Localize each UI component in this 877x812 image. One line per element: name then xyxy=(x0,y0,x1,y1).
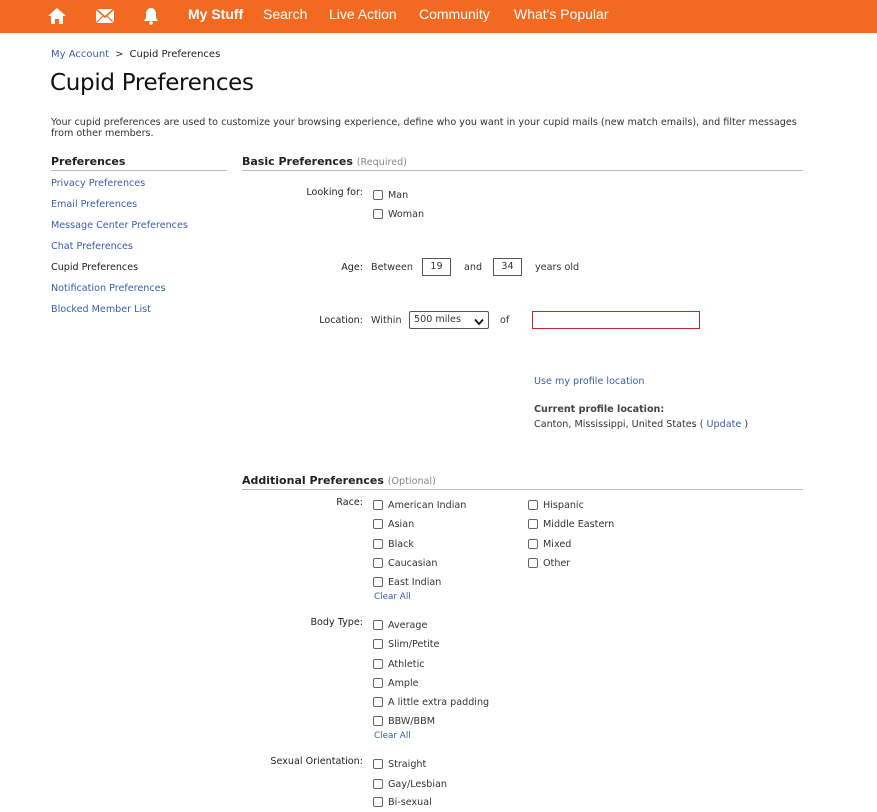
age-suffix-text: years old xyxy=(535,262,580,273)
checkbox[interactable] xyxy=(528,539,538,549)
breadcrumb-separator: > xyxy=(115,49,124,60)
current-location-line xyxy=(534,419,748,430)
checkbox[interactable] xyxy=(373,678,383,688)
race-option[interactable] xyxy=(528,498,584,512)
race-option[interactable] xyxy=(373,517,414,531)
sidebar-item-notification[interactable]: Notification Preferences xyxy=(51,283,166,294)
update-location-link[interactable]: Update xyxy=(706,419,742,430)
sidebar-item-cupid[interactable]: Cupid Preferences xyxy=(51,262,139,273)
race-option[interactable] xyxy=(528,517,614,531)
checkbox-label: BBW/BBM xyxy=(388,715,435,727)
checkbox[interactable] xyxy=(373,697,383,707)
body-type-option[interactable] xyxy=(373,714,435,728)
looking-for-man[interactable] xyxy=(373,188,408,202)
checkbox[interactable] xyxy=(373,797,383,807)
body-type-option[interactable] xyxy=(373,676,419,690)
use-profile-location-link[interactable]: Use my profile location xyxy=(534,376,645,387)
checkbox-label: Other xyxy=(543,557,571,569)
distance-select[interactable] xyxy=(409,311,489,329)
additional-heading-note: (Optional) xyxy=(387,476,436,487)
checkbox-label: Straight xyxy=(388,758,427,770)
orientation-option[interactable] xyxy=(373,777,447,791)
checkbox[interactable] xyxy=(373,190,383,200)
checkbox[interactable] xyxy=(373,620,383,630)
checkbox-label: Slim/Petite xyxy=(388,638,440,650)
preferences-sidebar xyxy=(51,155,227,324)
close-paren: ) xyxy=(744,419,749,430)
additional-heading-text: Additional Preferences xyxy=(242,474,384,487)
checkbox[interactable] xyxy=(373,519,383,529)
looking-for-woman[interactable] xyxy=(373,207,424,221)
top-nav-bar xyxy=(0,0,877,33)
age-label: Age: xyxy=(341,262,363,273)
checkbox[interactable] xyxy=(373,639,383,649)
checkbox[interactable] xyxy=(373,209,383,219)
checkbox-label: Gay/Lesbian xyxy=(388,778,448,790)
body-type-option[interactable] xyxy=(373,637,439,651)
current-location-value: Canton, Mississippi, United States ( xyxy=(534,419,704,430)
location-of-text: of xyxy=(500,315,510,326)
orientation-option[interactable] xyxy=(373,795,432,809)
page-title: Cupid Preferences xyxy=(50,70,254,96)
page-intro: Your cupid preferences are used to customize your browsing experience, define who you want in your cupid mails (new match emails), and filter messages from other members. xyxy=(51,117,797,139)
checkbox[interactable] xyxy=(373,659,383,669)
checkbox[interactable] xyxy=(373,558,383,568)
breadcrumb-current: Cupid Preferences xyxy=(129,49,221,60)
race-option[interactable] xyxy=(373,575,441,589)
checkbox[interactable] xyxy=(528,519,538,529)
race-option[interactable] xyxy=(373,498,466,512)
nav-live-action[interactable]: Live Action xyxy=(329,6,397,22)
checkbox-label: Average xyxy=(388,619,428,631)
location-label: Location: xyxy=(319,315,363,326)
age-max-input[interactable]: 34 xyxy=(493,258,522,276)
sidebar-item-privacy[interactable]: Privacy Preferences xyxy=(51,178,146,189)
sidebar-item-blocked-members[interactable]: Blocked Member List xyxy=(51,304,151,315)
current-location-label: Current profile location: xyxy=(534,404,665,415)
body-type-option[interactable] xyxy=(373,657,425,671)
checkbox-label: American Indian xyxy=(388,499,467,511)
checkbox-label: Black xyxy=(388,538,414,550)
chevron-down-icon xyxy=(474,316,484,332)
checkbox[interactable] xyxy=(373,779,383,789)
basic-preferences-heading xyxy=(242,155,803,171)
race-option[interactable] xyxy=(373,537,414,551)
checkbox-label: Caucasian xyxy=(388,557,438,569)
checkbox-label: Asian xyxy=(388,518,415,530)
checkbox[interactable] xyxy=(528,558,538,568)
location-within-text: Within xyxy=(371,315,402,326)
basic-heading-text: Basic Preferences xyxy=(242,155,353,168)
nav-community[interactable]: Community xyxy=(419,6,490,22)
nav-whats-popular[interactable]: What's Popular xyxy=(514,6,609,22)
nav-search[interactable]: Search xyxy=(263,6,308,22)
breadcrumb xyxy=(51,49,220,60)
checkbox-label: A little extra padding xyxy=(388,696,490,708)
checkbox[interactable] xyxy=(373,716,383,726)
race-option[interactable] xyxy=(528,537,571,551)
checkbox[interactable] xyxy=(528,500,538,510)
body-type-option[interactable] xyxy=(373,618,427,632)
sidebar-item-message-center[interactable]: Message Center Preferences xyxy=(51,220,188,231)
race-label: Race: xyxy=(336,497,363,508)
breadcrumb-my-account[interactable]: My Account xyxy=(51,49,110,60)
sidebar-heading: Preferences xyxy=(51,155,227,171)
additional-preferences-heading xyxy=(242,474,803,490)
body-type-label: Body Type: xyxy=(310,617,363,628)
checkbox[interactable] xyxy=(373,500,383,510)
race-option[interactable] xyxy=(528,556,570,570)
checkbox-label: East Indian xyxy=(388,576,442,588)
distance-select-value: 500 miles xyxy=(414,314,461,325)
checkbox-label: Man xyxy=(388,189,409,201)
checkbox-label: Mixed xyxy=(543,538,572,550)
checkbox[interactable] xyxy=(373,539,383,549)
mail-icon[interactable] xyxy=(95,8,115,26)
checkbox-label: Hispanic xyxy=(543,499,584,511)
body-type-clear-all-link[interactable]: Clear All xyxy=(374,731,411,741)
checkbox-label: Ample xyxy=(388,677,419,689)
checkbox[interactable] xyxy=(373,759,383,769)
race-option[interactable] xyxy=(373,556,437,570)
home-icon[interactable] xyxy=(47,7,67,25)
orientation-option[interactable] xyxy=(373,757,426,771)
body-type-option[interactable] xyxy=(373,695,489,709)
nav-my-stuff[interactable]: My Stuff xyxy=(188,6,244,22)
age-and-text: and xyxy=(464,262,483,273)
sexual-orientation-label: Sexual Orientation: xyxy=(270,756,363,767)
checkbox[interactable] xyxy=(373,577,383,587)
checkbox-label: Woman xyxy=(388,208,425,220)
checkbox-label: Bi-sexual xyxy=(388,796,432,808)
age-min-input[interactable]: 19 xyxy=(422,258,451,276)
sidebar-item-email[interactable]: Email Preferences xyxy=(51,199,138,210)
location-input[interactable] xyxy=(532,311,700,329)
checkbox-label: Middle Eastern xyxy=(543,518,615,530)
sidebar-item-chat[interactable]: Chat Preferences xyxy=(51,241,133,252)
basic-heading-note: (Required) xyxy=(356,157,407,168)
age-between-text: Between xyxy=(371,262,413,273)
race-clear-all-link[interactable]: Clear All xyxy=(374,592,411,602)
checkbox-label: Athletic xyxy=(388,658,425,670)
looking-for-label: Looking for: xyxy=(306,187,363,198)
bell-icon[interactable] xyxy=(142,7,162,25)
